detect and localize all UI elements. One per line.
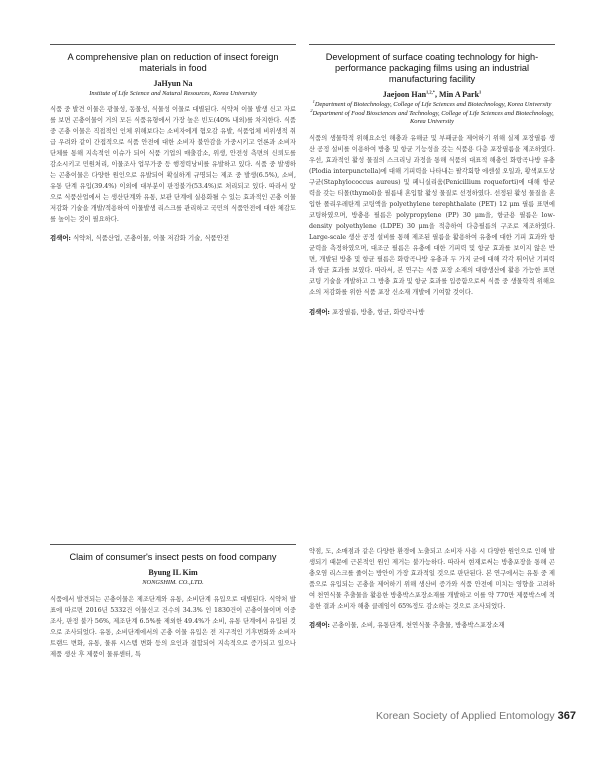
abstract-2-body: 식품의 생물학적 위해요소인 해충과 유해균 및 부패균을 제어하기 위해 실제 포장필름 생산 공정 설비를 이용하여 방충 및 항균 기능성을 갖는 식품용 다층 포장필름을 제조하였다. 우선, 효과적인 활성 물질의 스크리닝 과정을 통해 식품의 대표적 해충인 화랑곡나방 유충(Plodia interpunctella)에 대해 기피력을 나타내는 팔각회향 에센셜 오일과, 황색포도상구균(Staphylococcus aureus) 및 페니실리움(Penicillium roqueforti)에 대해 항균력을 갖는 티몰(thymol)을 필름내 혼입할 활성 물질로 선정하였다. 선정된 활성 물질을 혼입한 폴리우레탄계 코팅액을 polyethylene terephthalate (PET) 12 μm 필름 표면에 코팅하였으며, 방충용 필름은 polypropylene (PP) 30 μm을, 항균용 필름은 low-density polyethylene (LDPE) 30 μm을 적층하여 다층필름의 구조로 제조하였다. Large-scale 생산 공정 설비를 통해 제조된 필름을 활용하여 유충에 대한 기피 효과와 항균력을 측정하였으며, 대조군 필름은 유충에 대한 기피력 및 항균 효과를 보이지 않은 반면, 개발된 방충 및 항균 필름은 화랑곡나방 유충과 두 가지 균에 대해 각각 뛰어난 기피력과 항균 효과를 보였다. 따라서, 본 연구는 식품 포장 소재의 대량생산에 활용 가능한 표면 코팅 기술을 개발하고 그 방충 효과 및 항균 효과를 입증함으로써 식품 중 생물학적 위해요소의 저감화를 위한 식품 포장 신소재 개발에 기여할 것이다. [309, 134, 555, 297]
abstract-2-title: Development of surface coating technology for high-performance packaging films using an industrial manufacturing facility [325, 52, 539, 84]
abstract-2-aff2-num: 2 [310, 107, 313, 113]
top-left-rule [50, 44, 296, 45]
abstract-2-author-2-sup: 1 [479, 89, 482, 95]
abstract-3-title: Claim of consumer's insect pests on food company [69, 552, 277, 562]
abstract-2-authors [309, 90, 555, 99]
abstract-2-author-1: Jaejoon Han [382, 90, 427, 99]
page-number: 367 [557, 710, 576, 722]
abstract-3-keywords: 곤충이물, 소비, 유통단계, 천연식물 추출물, 방충박스포장소재 [331, 621, 505, 630]
abstract-2-aff2-text: Department of Food Biosciences and Technology, College of Life Sciences and Biotechnology, Korea University [312, 109, 554, 126]
abstract-2-affiliation-2 [309, 107, 555, 127]
journal-name: Korean Society of Applied Entomology [376, 710, 555, 722]
abstract-1 [50, 52, 296, 244]
abstract-2-affiliation-1 [309, 98, 555, 113]
abstract-1-keywords-line [50, 233, 296, 244]
abstract-1-title: A comprehensive plan on reduction of insect foreign materials in food [67, 52, 279, 73]
abstract-2-author-2: Min A Park [439, 90, 480, 99]
abstract-1-body: 식품 중 발견 이물은 광물성, 동물성, 식물성 이물로 대별된다. 식약처 이물 발생 신고 자료를 보면 곤충이물이 거의 모든 식품유형에서 가장 높은 빈도(40% 내외)를 차지한다. 식품 중 곤충 이물은 직접적인 인체 위해보다는 소비자에게 혐오감 유발, 식품업체 비위생적 취급 우려와 같이 간접적으로 식품 안전에 대한 소비자 불안감을 가중시키고 언론과 소비자단체를 통해 지속적인 이슈가 되어 식품 기업의 매출감소, 위생, 안전성 측면의 신뢰도를 감소시키고 민원처리, 이물조사 업무가중 등 행정력낭비를 유발하고 있다. 식품 중 발생하는 곤충이물은 다양한 원인으로 유발되어 확실하게 규명되는 제조 중 발생(6.5%), 소비, 유통 단계 유입(39.4%) 이외에 대부분이 판정불가(53.4%)로 처리되고 있다. 따라서 앞으로 식품산업에서 는 생산단계와 유통, 보관 단계에 실용화될 수 있는 효과적인 곤충 이물 저감화 기술을 개발/적용하여 이물발생 리스크를 관리하고 국민의 식품안전에 대한 체감도를 높이는 것이 필요하다. [50, 105, 296, 224]
top-right-rule [309, 44, 555, 45]
abstract-3-body: 식품에서 발견되는 곤충이물은 제조단계와 유통, 소비단계 유입으로 대별된다. 식약처 발표에 따르면 2016년 5332건 이물신고 건수의 34.3% 인 1830건이 곤충이물이며 이중 조사, 판정 불가 56%, 제조단계 6.5%를 제외한 49.4%가 소비, 유통 단계에서 유입된 것으로 조사되었다. 유통, 소비단계에서의 곤충 이물 유입은 전 지구적인 기후변화와 소비자 트랜드 변화, 유통, 물류 시스템 변화 등의 요인과 결합되어 지속적으로 증가되고 있으나 제품 생산 후 제품이 물류센터, 특 [50, 595, 296, 658]
abstract-3-keywords-label: 검색어: [309, 621, 330, 630]
abstract-2-keywords-label: 검색어: [309, 308, 330, 317]
abstract-1-affiliation: Institute of Life Science and Natural Resources, Korea University [89, 90, 257, 97]
abstract-3-body-continued: 약점, 도, 소매점과 같은 다양한 환경에 노출되고 소비자 사용 시 다양한 원인으로 인해 발생되기 때문에 근본적인 원인 제거는 불가능하다. 따라서 현재로써는 방충포장을 통해 곤충오염 리스크를 줄이는 방안이 가장 효과적일 것으로 판단된다. 본 연구에서는 유통 중 제품으로 유입되는 곤충을 제어하기 위해 생산비 증가와 식품 안전에 미치는 영향을 고려하여 천연식물 추출물을 활용한 방충박스포장소재를 개발하고 이를 약 770만 제품박스에 적용한 결과 소비자 해충 클레임이 65%정도 감소하는 것으로 조사되었다. [309, 548, 555, 611]
abstract-1-keywords: 식약처, 식품산업, 곤충이물, 이물 저감화 기술, 식품안전 [72, 234, 230, 243]
abstract-2 [309, 52, 555, 318]
abstract-2-keywords-line [309, 307, 555, 318]
abstract-3 [50, 552, 296, 660]
abstract-3-affiliation: NONGSHIM. CO.,LTD. [142, 579, 204, 586]
abstract-3-keywords-line [309, 620, 555, 631]
abstract-2-author-sep: , [435, 90, 440, 99]
abstract-1-author: JaHyun Na [153, 79, 193, 88]
abstract-3-author: Byung IL Kim [148, 568, 198, 577]
abstract-3-continued [309, 546, 555, 631]
abstract-2-aff1-text: Department of Biotechnology, College of Life Sciences and Biotechnology, Korea University [314, 101, 552, 108]
abstract-1-keywords-label: 검색어: [50, 234, 71, 243]
abstract-2-author-1-sup: 1,2,* [426, 89, 436, 95]
abstract-2-keywords: 포장필름, 방충, 항균, 화랑곡나방 [331, 308, 425, 317]
abstract-2-aff1-num: 1 [312, 98, 315, 104]
bottom-left-rule [50, 544, 296, 545]
page-footer [376, 710, 576, 722]
